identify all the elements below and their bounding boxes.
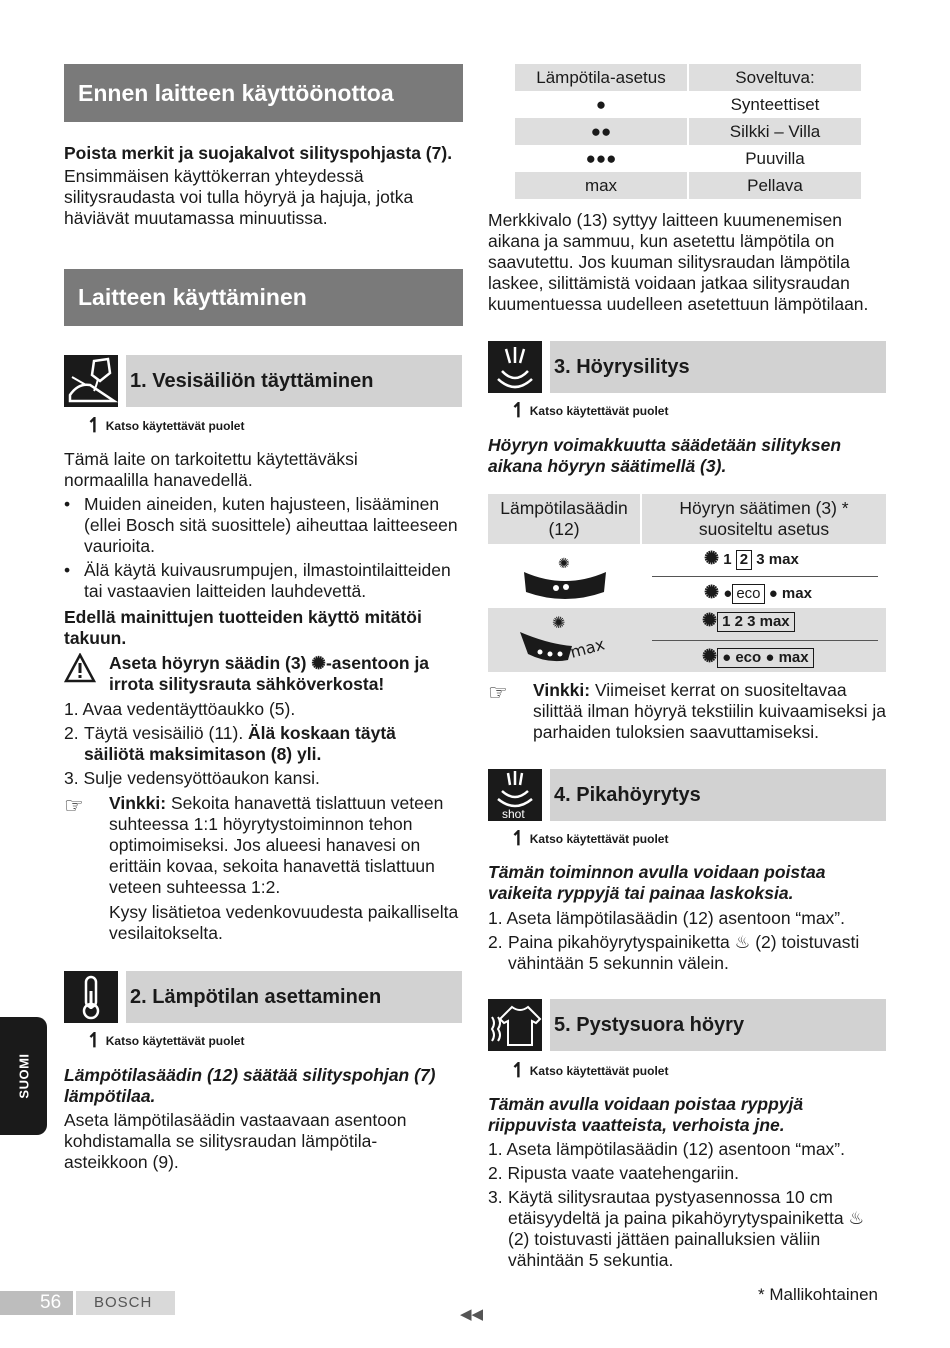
section-5-header (488, 999, 886, 1051)
no-steam-icon: ✺ (704, 582, 720, 602)
fold-arrow-icon: ↿ (86, 415, 103, 437)
vertical-steam-garment-icon (488, 999, 542, 1051)
tip-box: Vinkki: Viimeiset kerrat on suositeltavaa silittää ilman höyryä tekstiilin kuivaamiseksi ja parhaiden tuloksien saavuttamiseksi. (533, 680, 887, 742)
tip-hand-icon: ☞ (64, 793, 84, 818)
list-item: 3. Käytä silitysrautaa pystyasennossa 10 cm etäisyydeltä ja paina pikahöyrytyspainiketta ♨ (2) toistuvasti jättäen painalluksien väliin vähintään 5 sekuntia. (488, 1187, 865, 1270)
steam-setting-row: ✺ 1 2 3 max (702, 610, 795, 632)
list-item: • Älä käytä kuivausrumpujen, ilmastointilaitteiden tai vastaavien laitteiden lauhdevettä. (64, 560, 451, 601)
tip-hand-icon: ☞ (488, 680, 508, 705)
section-3-title: 3. Höyrysilitys (550, 341, 886, 393)
temp-instructions: Aseta lämpötilasäädin vastaavaan asentoon kohdistamalla se silitysraudan lämpötila-asteikkoon (9). (64, 1110, 407, 1172)
steam-off-warning: Aseta höyryn säädin (3) ✺-asentoon ja irrota silitysrauta sähköverkosta! (109, 653, 430, 694)
fold-arrow-icon: ↿ (510, 400, 527, 422)
steam-icon (488, 341, 542, 393)
see-pages-note: ↿ Katso käytettävät puolet (510, 400, 669, 422)
section-2-title: 2. Lämpötilan asettaminen (126, 971, 462, 1023)
page-number: 56 (40, 1292, 62, 1313)
table-cell: ●● (515, 118, 688, 145)
section-4-title: 4. Pikahöyrytys (550, 769, 886, 821)
see-pages-note: ↿ Katso käytettävät puolet (510, 828, 669, 850)
section-title-using-device: Laitteen käyttäminen (64, 269, 463, 326)
table-header: Höyryn säätimen (3) * suositeltu asetus (642, 494, 886, 544)
section-5-title: 5. Pystysuora höyry (550, 999, 886, 1051)
svg-text:shot: shot (502, 807, 525, 821)
shot-lead: Tämän toiminnon avulla voidaan poistaa vaikeita ryppyjä tai painaa laskoksia. (488, 862, 826, 903)
vertical-steam-steps (488, 1139, 888, 1271)
list-item: 3. Sulje vedensyöttöaukon kansi. (64, 768, 320, 788)
steam-setting-row: ✺ 1 2 3 max (704, 548, 799, 568)
steam-setting-row: ✺ ● eco ● max (704, 582, 812, 602)
section-title-before-use: Ennen laitteen käyttöönottoa (64, 64, 463, 122)
remove-stickers-instruction: Poista merkit ja suojakalvot silityspohjasta (7). (64, 143, 453, 163)
no-steam-icon: ✺ (311, 653, 326, 673)
brand-label: BOSCH (94, 1294, 153, 1311)
list-item: 1. Aseta lämpötilasäädin (12) asentoon “max”. (488, 908, 845, 928)
list-item: 1. Avaa vedentäyttöaukko (5). (64, 699, 296, 719)
temp-dial-max-icon (518, 610, 618, 675)
warranty-warning: Edellä mainittujen tuotteiden käyttö mitätöi takuun. (64, 607, 422, 648)
language-side-tab: SUOMI (0, 1017, 47, 1135)
fill-steps (64, 699, 459, 789)
section-4-header (488, 769, 886, 821)
section-3-header (488, 341, 886, 393)
svg-text:✺: ✺ (558, 556, 570, 572)
temp-dial-low-icon (522, 554, 608, 605)
water-tank-fill-icon (64, 355, 118, 407)
list-item: • Muiden aineiden, kuten hajusteen, lisääminen (ellei Bosch sitä suosittele) aiheuttaa laitteeseen vaurioita. (64, 494, 458, 556)
svg-text:✺: ✺ (552, 613, 566, 632)
fold-arrow-icon: ↿ (510, 828, 527, 850)
see-pages-note: ↿ Katso käytettävät puolet (86, 415, 245, 437)
list-item: 1. Aseta lämpötilasäädin (12) asentoon “max”. (488, 1139, 845, 1159)
table-cell: Silkki – Villa (688, 118, 861, 145)
row-divider (652, 640, 878, 641)
page-number-box (0, 1291, 73, 1315)
fold-arrow-icon: ↿ (86, 1030, 103, 1052)
table-cell: ● (515, 91, 688, 118)
fold-arrow-icon: ↿ (510, 1060, 527, 1082)
table-cell: Puuvilla (745, 149, 805, 168)
shot-steps (488, 908, 888, 974)
warning-triangle-icon (64, 653, 96, 688)
temperature-table (515, 64, 861, 199)
table-cell: Pellava (688, 172, 861, 199)
section-1-title: 1. Vesisäiliön täyttäminen (126, 355, 462, 407)
table-cell: ●●● (515, 145, 688, 172)
see-pages-note: ↿ Katso käytettävät puolet (86, 1030, 245, 1052)
model-specific-note: * Mallikohtainen (758, 1285, 879, 1304)
no-steam-icon: ✺ (704, 548, 720, 568)
steam-lead: Höyryn voimakkuutta säädetään silityksen aikana höyryn säätimellä (3). (488, 435, 842, 476)
nav-arrows-icon: ◀◀ (460, 1306, 484, 1323)
temp-lead: Lämpötilasäädin (12) säätää silityspohjan (7) lämpötilaa. (64, 1065, 436, 1106)
svg-text:max: max (568, 634, 607, 662)
table-header: Lämpötilasäädin (12) (488, 494, 640, 544)
first-use-note: Ensimmäisen käyttökerran yhteydessä silitysraudasta voi tulla höyryä ja hajuja, jotka häviävät muutamassa minuutissa. (64, 166, 414, 228)
shot-button-icon: ♨ (848, 1208, 865, 1228)
vertical-steam-lead: Tämän avulla voidaan poistaa ryppyjä riippuvista vaatteista, verhoista jne. (488, 1094, 804, 1135)
see-pages-note: ↿ Katso käytettävät puolet (510, 1060, 669, 1082)
section-2-header (64, 971, 462, 1023)
steam-setting-row: ✺ ● eco ● max (702, 646, 814, 668)
indicator-light-text: Merkkivalo (13) syttyy laitteen kuumenemisen aikana ja sammuu, kun asetettu lämpötila on saavutettu. Jos kuuman silitysraudan lämpötila laskee, silittämistä voidaan jatkaa silitysraudan kuumentuessa uudelleen asetettuun lämpötilaan. (488, 210, 869, 314)
no-steam-icon: ✺ (702, 610, 718, 630)
list-item: 2. Paina pikahöyrytyspainiketta ♨ (2) toistuvasti vähintään 5 sekunnin välein. (488, 932, 860, 973)
table-header: Lämpötila-asetus (515, 64, 688, 91)
list-item: 2. Ripusta vaate vaatehengariin. (488, 1163, 739, 1183)
table-cell: Synteettiset (730, 95, 820, 114)
thermometer-icon (64, 971, 118, 1023)
section-1-header (64, 355, 462, 407)
table-cell: max (515, 172, 688, 199)
tap-water-intro: Tämä laite on tarkoitettu käytettäväksi normaalilla hanavedellä. (64, 449, 358, 490)
no-steam-icon: ✺ (702, 646, 718, 666)
tip-box: Vinkki: Sekoita hanavettä tislattuun veteen suhteessa 1:1 höyrytystoiminnon tehon optimoimiseksi. Jos alueesi hanavesi on erittäin kovaa, sekoita hanavettä tislattuun veteen suhteessa 1:2. Kysy lisätietoa vedenkovuudesta paikalliselta vesilaitokselta. (109, 793, 459, 943)
steam-shot-icon (488, 769, 542, 821)
water-bullet-list (64, 494, 464, 602)
shot-button-icon: ♨ (734, 932, 751, 952)
table-header: Soveltuva: (688, 64, 861, 91)
row-divider (652, 576, 878, 577)
list-item: 2. Täytä vesisäiliö (11). Älä koskaan täytä säiliötä maksimitason (8) yli. (64, 723, 396, 764)
